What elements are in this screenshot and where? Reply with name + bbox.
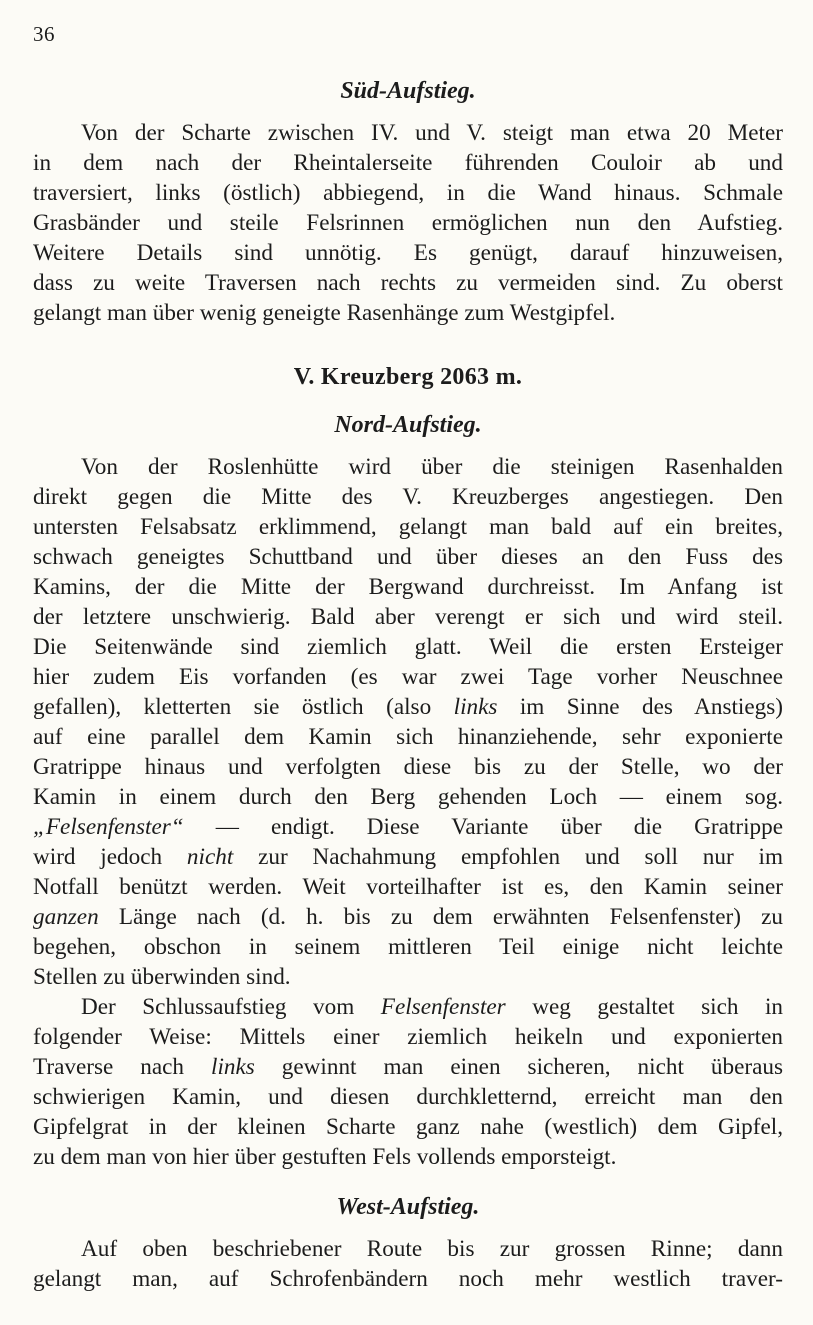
section-heading-nord-aufstieg: Nord-Aufstieg. — [334, 412, 482, 438]
text-line: direkt gegen die Mitte des V. Kreuzberges angestiegen. Den — [33, 484, 783, 510]
emphasis-text: Felsenfenster — [380, 994, 506, 1020]
text-segment: — endigt. Diese Variante über die Gratrippe — [183, 814, 783, 840]
paragraph-west-aufstieg — [33, 1234, 783, 1294]
text-line: Die Seitenwände sind ziemlich glatt. Weil die ersten Ersteiger — [33, 634, 783, 660]
text-line: Gipfelgrat in der kleinen Scharte ganz nahe (westlich) dem Gipfel, — [33, 1114, 783, 1140]
text-line — [33, 692, 783, 722]
emphasis-text: nicht — [186, 844, 234, 870]
text-line: hier zudem Eis vorfanden (es war zwei Tage vorher Neuschnee — [33, 664, 783, 690]
text-line: Von der Roslenhütte wird über die steinigen Rasenhalden — [81, 454, 783, 480]
emphasis-text: links — [211, 1054, 255, 1080]
emphasis-text: „Felsenfenster“ — [33, 814, 184, 840]
paragraph-nord-aufstieg-1 — [33, 452, 783, 992]
text-line: der letztere unschwierig. Bald aber verengt er sich und wird steil. — [33, 604, 783, 630]
text-line: in dem nach der Rheintalerseite führenden Couloir ab und — [33, 150, 783, 176]
text-line — [33, 842, 783, 872]
text-segment: wird jedoch — [33, 844, 187, 870]
page-number: 36 — [33, 22, 55, 46]
text-line: auf eine parallel dem Kamin sich hinanziehende, sehr exponierte — [33, 724, 783, 750]
text-line: untersten Felsabsatz erklimmend, gelangt man bald auf ein breites, — [33, 514, 783, 540]
text-line: folgender Weise: Mittels einer ziemlich heikeln und exponierten — [33, 1024, 783, 1050]
text-segment: Der Schlussaufstieg vom — [81, 994, 381, 1020]
text-line: Von der Scharte zwischen IV. und V. steigt man etwa 20 Meter — [81, 120, 783, 146]
text-segment: zur Nachahmung empfohlen und soll nur im — [233, 844, 783, 870]
text-line: schwierigen Kamin, und diesen durchkletternd, erreicht man den — [33, 1084, 783, 1110]
emphasis-text: ganzen — [33, 904, 99, 930]
text-line: Auf oben beschriebener Route bis zur grossen Rinne; dann — [81, 1236, 783, 1262]
text-line: dass zu weite Traversen nach rechts zu vermeiden sind. Zu oberst — [33, 270, 783, 296]
text-line — [33, 902, 783, 932]
text-line: Grasbänder und steile Felsrinnen ermöglichen nun den Aufstieg. — [33, 210, 783, 236]
paragraph-sued-aufstieg — [33, 118, 783, 328]
text-segment: gewinnt man einen sicheren, nicht überaus — [254, 1054, 784, 1080]
section-heading-sued-aufstieg: Süd-Aufstieg. — [340, 78, 476, 104]
text-segment: weg gestaltet sich in — [505, 994, 784, 1020]
text-line: Kamins, der die Mitte der Bergwand durchreisst. Im Anfang ist — [33, 574, 783, 600]
text-segment: Traverse nach — [33, 1054, 212, 1080]
text-line: Stellen zu überwinden sind. — [33, 964, 291, 990]
text-segment: im Sinne des Anstiegs) — [497, 694, 783, 720]
text-line: Weitere Details sind unnötig. Es genügt, darauf hinzuweisen, — [33, 240, 783, 266]
text-line: schwach geneigtes Schuttband und über dieses an den Fuss des — [33, 544, 783, 570]
text-line: Kamin in einem durch den Berg gehenden Loch — einem sog. — [33, 784, 783, 810]
text-line: Notfall benützt werden. Weit vorteilhafter ist es, den Kamin seiner — [33, 874, 783, 900]
text-line: traversiert, links (östlich) abbiegend, in die Wand hinaus. Schmale — [33, 180, 783, 206]
paragraph-nord-aufstieg-2 — [33, 992, 783, 1172]
section-heading-west-aufstieg: West-Aufstieg. — [336, 1194, 480, 1220]
text-line: gelangt man, auf Schrofenbändern noch mehr westlich traver- — [33, 1266, 783, 1292]
text-line: begehen, obschon in seinem mittleren Teil einige nicht leichte — [33, 934, 783, 960]
text-segment: gefallen), kletterten sie östlich (also — [33, 694, 454, 720]
mountain-title: V. Kreuzberg 2063 m. — [293, 364, 523, 390]
text-line — [33, 1052, 783, 1082]
text-line — [33, 812, 783, 842]
text-segment: Länge nach (d. h. bis zu dem erwähnten Felsenfenster) zu — [98, 904, 783, 930]
book-page — [33, 0, 783, 1325]
text-line: gelangt man über wenig geneigte Rasenhänge zum Westgipfel. — [33, 300, 616, 326]
emphasis-text: links — [453, 694, 498, 720]
text-line: Gratrippe hinaus und verfolgten diese bis zu der Stelle, wo der — [33, 754, 783, 780]
text-line — [33, 992, 783, 1022]
text-line: zu dem man von hier über gestuften Fels vollends emporsteigt. — [33, 1144, 617, 1170]
